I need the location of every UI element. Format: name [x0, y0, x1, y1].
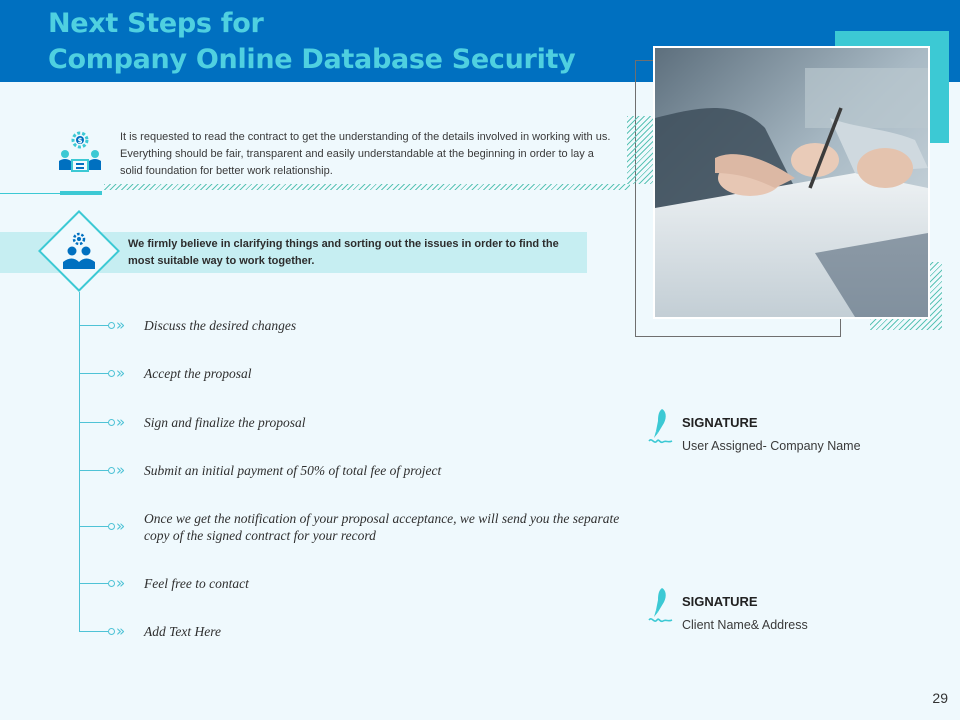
step-item	[80, 574, 620, 594]
signature-block-client	[646, 594, 926, 644]
page-title	[48, 6, 575, 78]
double-chevron-icon: »	[116, 461, 126, 479]
step-label: Accept the proposal	[144, 366, 252, 381]
step-connector	[80, 470, 108, 471]
step-connector	[80, 325, 108, 326]
step-dot	[108, 322, 115, 329]
step-item	[80, 413, 620, 433]
step-dot	[108, 580, 115, 587]
step-label: Add Text Here	[144, 624, 221, 639]
belief-statement: We firmly believe in clarifying things and sorting out the issues in order to find the most suitable way to work together.	[128, 238, 559, 267]
step-dot	[108, 523, 115, 530]
svg-text:$: $	[77, 137, 83, 145]
double-chevron-icon: »	[116, 622, 126, 640]
step-connector	[80, 422, 108, 423]
double-chevron-icon: »	[116, 316, 126, 334]
business-partnership-icon	[58, 130, 102, 176]
intro-accent-bar	[60, 191, 102, 195]
step-item	[80, 316, 620, 336]
contract-signing-photo	[653, 46, 930, 319]
step-connector	[80, 583, 108, 584]
fountain-pen-icon	[646, 407, 676, 449]
step-label: Once we get the notification of your proposal acceptance, we will send you the separate copy of the signed contract for your record	[144, 511, 620, 543]
signature-title: SIGNATURE	[682, 415, 758, 430]
signature-block-company	[646, 415, 926, 465]
step-label: Feel free to contact	[144, 576, 249, 591]
double-chevron-icon: »	[116, 517, 126, 535]
step-connector	[80, 631, 108, 632]
step-item	[80, 511, 620, 553]
step-label: Sign and finalize the proposal	[144, 415, 306, 430]
step-dot	[108, 467, 115, 474]
page-number: 29	[932, 690, 948, 706]
step-item	[80, 622, 620, 642]
double-chevron-icon: »	[116, 574, 126, 592]
step-dot	[108, 370, 115, 377]
step-item	[80, 461, 620, 481]
step-label: Discuss the desired changes	[144, 318, 297, 333]
signature-name: User Assigned- Company Name	[682, 439, 861, 453]
intro-paragraph: It is requested to read the contract to get the understanding of the details involved in working with us. Everything should be fair, transparent and easily understandable at the beginning in order to lay a solid foundation for better work relationship.	[120, 131, 611, 177]
step-connector	[80, 526, 108, 527]
signature-name: Client Name& Address	[682, 618, 808, 632]
hatch-divider	[104, 184, 630, 190]
double-chevron-icon: »	[116, 364, 126, 382]
double-chevron-icon: »	[116, 413, 126, 431]
step-connector	[80, 373, 108, 374]
step-label: Submit an initial payment of 50% of total fee of project	[144, 463, 442, 478]
step-item	[80, 364, 620, 384]
team-gear-icon	[57, 231, 101, 273]
page-title-line-2: Company Online Database Security	[48, 44, 576, 75]
step-dot	[108, 419, 115, 426]
step-dot	[108, 628, 115, 635]
signature-title: SIGNATURE	[682, 594, 758, 609]
fountain-pen-icon	[646, 586, 676, 628]
page-title-line-1: Next Steps for	[48, 8, 264, 39]
